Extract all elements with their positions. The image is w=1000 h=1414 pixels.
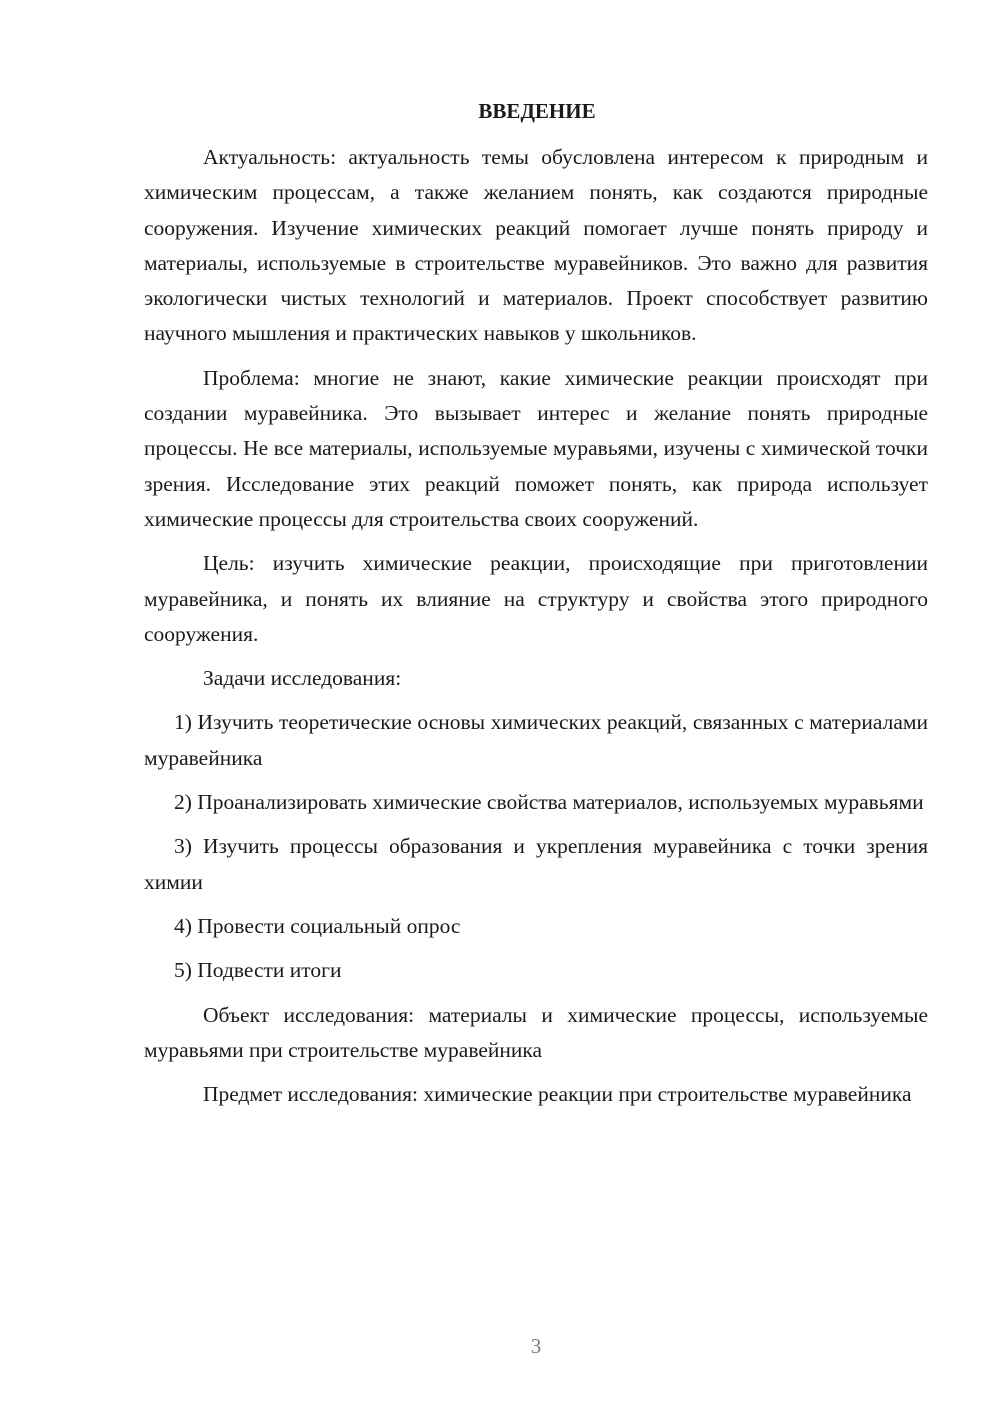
goal-paragraph: Цель: изучить химические реакции, происходящие при приготовлении муравейника, и понять их влияние на структуру и свойства этого природного сооружения.	[144, 551, 928, 646]
task-item-4: 4) Провести социальный опрос	[174, 913, 461, 938]
document-page	[144, 96, 928, 1121]
page-number: 3	[530, 1334, 542, 1358]
subject-paragraph: Предмет исследования: химические реакции при строительстве муравейника	[203, 1082, 912, 1107]
task-item-1: 1) Изучить теоретические основы химических реакций, связанных с материалами муравейника	[144, 710, 928, 770]
relevance-paragraph: Актуальность: актуальность темы обусловлена интересом к природным и химическим процессам, а также желанием понять, как создаются природные сооружения. Изучение химических реакций помогает лучше понять природу и материалы, используемые в строительстве муравейников. Это важно для развития экологически чистых технологий и материалов. Проект способствует развитию научного мышления и практических навыков у школьников.	[144, 145, 928, 346]
object-paragraph: Объект исследования: материалы и химические процессы, используемые муравьями при строительстве муравейника	[144, 1002, 928, 1062]
section-title: ВВЕДЕНИЕ	[478, 99, 596, 123]
tasks-heading: Задачи исследования:	[203, 666, 402, 691]
problem-paragraph: Проблема: многие не знают, какие химические реакции происходят при создании муравейника. Это вызывает интерес и желание понять природные процессы. Не все материалы, используемые муравьями, изучены с химической точки зрения. Исследование этих реакций поможет понять, как природа использует химические процессы для строительства своих сооружений.	[144, 365, 928, 531]
task-item-3: 3) Изучить процессы образования и укрепления муравейника с точки зрения химии	[144, 834, 928, 894]
task-item-5: 5) Подвести итоги	[174, 958, 342, 983]
task-item-2: 2) Проанализировать химические свойства материалов, используемых муравьями	[174, 790, 924, 815]
